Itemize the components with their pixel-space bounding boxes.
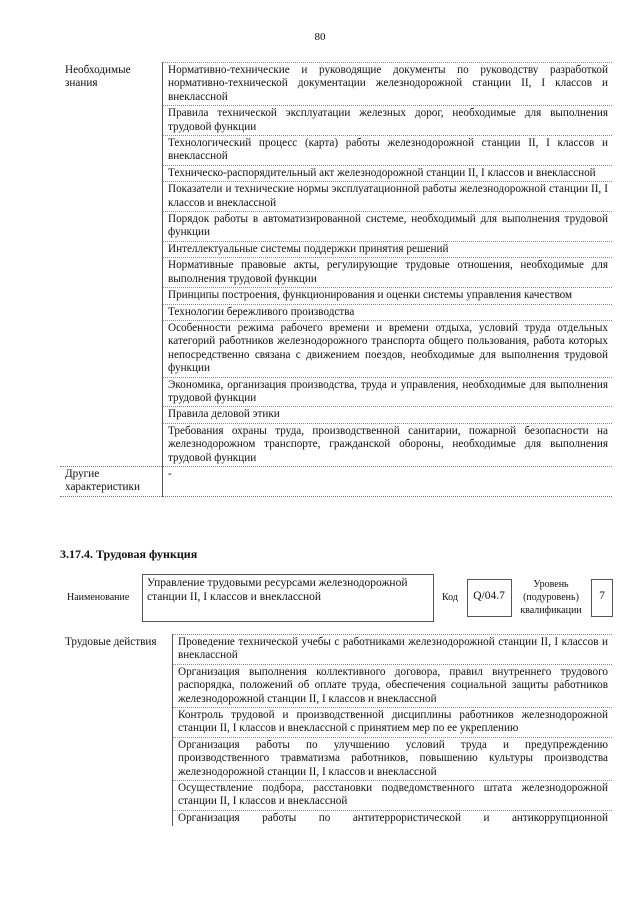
knowledge-item: Требования охраны труда, производственной санитарии, пожарной безопасности на железнодорожном транспорте, гражданской обороны, необходимые для выполнения трудовой функции: [163, 423, 613, 466]
knowledge-item: Принципы построения, функционирования и оценки системы управления качеством: [163, 288, 613, 304]
knowledge-item: Технологии бережливого производства: [163, 304, 613, 320]
code-label: Код: [442, 592, 458, 603]
knowledge-item: Технологический процесс (карта) работы железнодорожной станции II, I классов и внеклассной: [163, 136, 613, 166]
knowledge-item: Техническо-распорядительный акт железнодорожной станции II, I классов и внеклассной: [163, 165, 613, 181]
other-label: Другие характеристики: [60, 466, 163, 496]
knowledge-item: Правила деловой этики: [163, 407, 613, 423]
knowledge-item: Нормативные правовые акты, регулирующие трудовые отношения, необходимые для выполнения трудовой функции: [163, 258, 613, 288]
action-item: Проведение технической учебы с работниками железнодорожной станции II, I классов и внеклассной: [173, 635, 613, 665]
actions-table: [60, 634, 612, 826]
action-item: Организация работы по антитеррористической и антикоррупционной: [178, 811, 608, 824]
knowledge-label: Необходимые знания: [60, 63, 163, 467]
knowledge-item: Нормативно-технические и руководящие документы по руководству разработкой нормативно-технической документации железнодорожной станции II, I классов и внеклассной: [163, 63, 613, 106]
knowledge-item: Интеллектуальные системы поддержки принятия решений: [163, 241, 613, 257]
action-item: Организация выполнения коллективного договора, правил внутреннего трудового распорядка, положений об оплате труда, обеспечения социальной защиты работников железнодорожной станции II, I классов и внеклассной: [173, 664, 613, 707]
knowledge-item: Особенности режима рабочего времени и времени отдыха, условий труда отдельных категорий работников железнодорожного транспорта общего пользования, работа которых непосредственно связана с движением поездов, необходимые для выполнения трудовой функции: [163, 320, 613, 377]
name-value: Управление трудовыми ресурсами железнодорожной станции II, I классов и внеклассной: [147, 577, 408, 603]
actions-label: Трудовые действия: [60, 635, 173, 827]
knowledge-table: [60, 62, 612, 497]
section-title: 3.17.4. Трудовая функция: [60, 547, 198, 561]
knowledge-item: Порядок работы в автоматизированной системе, необходимый для выполнения трудовой функции: [163, 212, 613, 242]
knowledge-item: Правила технической эксплуатации железных дорог, необходимые для выполнения трудовой функции: [163, 106, 613, 136]
level-label: Уровень (подуровень) квалификации: [520, 579, 582, 616]
action-item: Осуществление подбора, расстановки подведомственного штата железнодорожной станции II, I классов и внеклассной: [173, 781, 613, 811]
other-value: -: [163, 466, 613, 496]
level-value: 7: [599, 590, 605, 602]
page-number: 80: [314, 31, 326, 43]
knowledge-item: Показатели и технические нормы эксплуатационной работы железнодорожной станции II, I классов и внеклассной: [163, 182, 613, 212]
action-item: Организация работы по улучшению условий труда и предупреждению производственного травматизма работников, повышению культуры производства железнодорожной станции II, I классов и внеклассной: [173, 737, 613, 780]
action-item: Контроль трудовой и производственной дисциплины работников железнодорожной станции II, I классов и внеклассной с принятием мер по ее укреплению: [173, 708, 613, 738]
knowledge-item: Экономика, организация производства, труда и управления, необходимые для выполнения трудовой функции: [163, 377, 613, 407]
table-row: [60, 635, 612, 665]
table-row: [60, 466, 612, 496]
function-header: [60, 570, 612, 626]
name-label: Наименование: [67, 592, 130, 603]
code-value: Q/04.7: [473, 590, 505, 602]
table-row: [60, 63, 612, 106]
